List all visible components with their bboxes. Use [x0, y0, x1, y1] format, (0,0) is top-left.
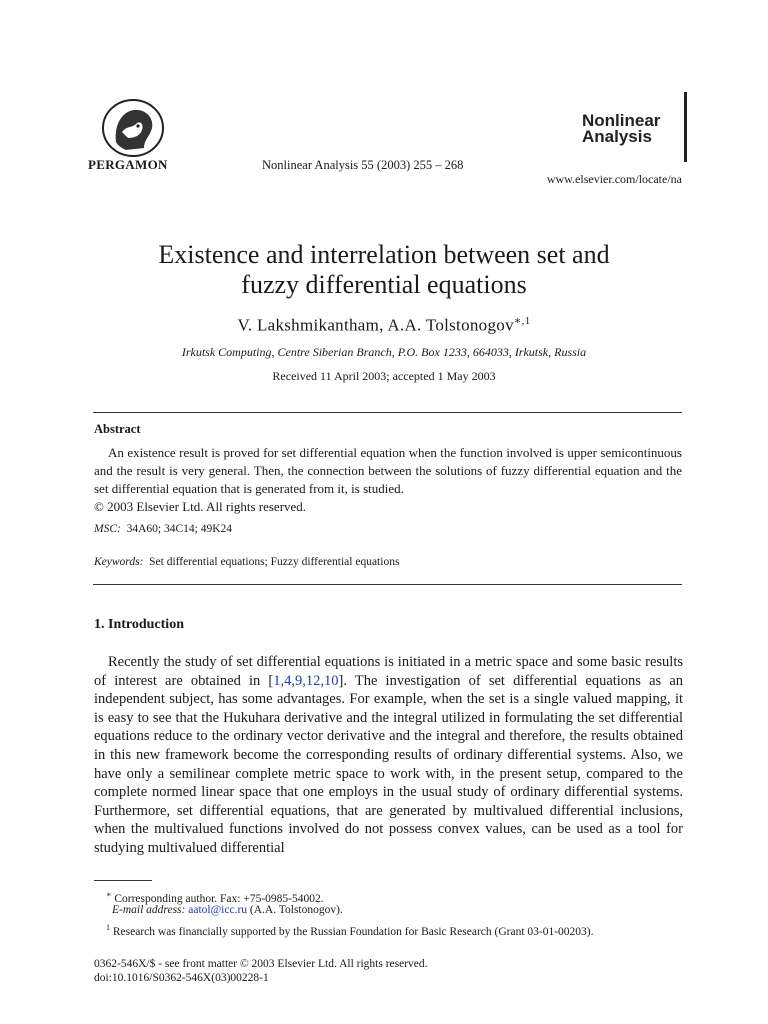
- footnote-mark-star: ∗: [106, 890, 112, 899]
- author-names: V. Lakshmikantham, A.A. Tolstonogov: [237, 315, 514, 335]
- authors: [80, 314, 688, 336]
- top-divider: [93, 412, 682, 413]
- title-line-2: fuzzy differential equations: [241, 270, 527, 299]
- received-dates: Received 11 April 2003; accepted 1 May 2003: [272, 369, 496, 383]
- intro-paragraph: [94, 653, 683, 858]
- publisher-name: PERGAMON: [88, 157, 168, 172]
- citation-bracket-close: ]: [338, 672, 344, 689]
- footnote-mark-one: 1: [106, 923, 110, 932]
- intro-text-rest: . The investigation of set differential equations as an independent subject, has some advantages. For example, when the set is a single valued mapping, it is easy to see that the Hukuhara derivative and the integral utilized in formulating the set differential equations reduce to the ordinary vector derivative and the integral and therefore, the results obtained in this new framework become the corresponding results of ordinary differential systems. Also, we have only a semilinear complete metric space to work with, in the present setup, compared to the complete normed linear space that one employs in the usual study of ordinary differential systems. Furthermore, set differential equations, that are generated by multivalued differential inclusions, when the multivalued functions involved do not possess convex values, can be used as a tool for studying multivalued differential: [94, 672, 684, 856]
- email-label: E-mail address:: [112, 904, 186, 916]
- abstract-text: [94, 444, 682, 516]
- abstract-heading: Abstract: [94, 422, 141, 436]
- footnote-email: [112, 902, 343, 919]
- journal-logo-line2: Analysis: [582, 127, 652, 146]
- journal-logo-line1: Nonlinear: [582, 111, 661, 130]
- email-name: (A.A. Tolstonogov).: [249, 904, 343, 916]
- keywords-label: Keywords:: [94, 556, 144, 568]
- affiliation: Irkutsk Computing, Centre Siberian Branch, P.O. Box 1233, 664033, Irkutsk, Russia: [181, 345, 587, 359]
- msc-value: 34A60; 34C14; 49K24: [126, 523, 233, 535]
- bottom-divider: [93, 584, 682, 585]
- citation-link[interactable]: 1,4,9,12,10: [273, 672, 339, 689]
- journal-citation: Nonlinear Analysis 55 (2003) 255 – 268: [262, 158, 464, 172]
- doi: doi:10.1016/S0362-546X(03)00228-1: [94, 972, 269, 984]
- citation-bracket-open: [: [268, 672, 274, 689]
- intro-text-start: Recently the study of set differential equations is initiated in a metric space and some basic results of interest are obtained in: [94, 654, 683, 689]
- abstract-copyright: © 2003 Elsevier Ltd. All rights reserved.: [94, 499, 307, 514]
- author-marks: ∗,1: [513, 315, 531, 327]
- front-matter: 0362-546X/$ - see front matter © 2003 Elsevier Ltd. All rights reserved.: [94, 958, 428, 970]
- msc-label: MSC:: [94, 523, 121, 535]
- footnote-funding-text: Research was financially supported by the Russian Foundation for Basic Research (Grant 03-01-00203).: [112, 925, 594, 938]
- email-link[interactable]: aatol@icc.ru: [188, 904, 248, 916]
- publisher-logo-icon: [98, 98, 168, 158]
- title-line-1: Existence and interrelation between set and: [158, 240, 610, 269]
- section-heading: 1. Introduction: [94, 617, 184, 632]
- keywords-value: Set differential equations; Fuzzy differential equations: [149, 556, 400, 568]
- journal-url: www.elsevier.com/locate/na: [546, 172, 682, 186]
- footnote-corresponding-text: Corresponding author. Fax: +75-0985-54002.: [114, 892, 324, 905]
- abstract-body: An existence result is proved for set differential equation when the function involved is upper semicontinuous and the result is very general. Then, the connection between the solutions of fuzzy differential equation and the set differential equation that is generated from it, is studied.: [94, 445, 682, 496]
- journal-logo: [582, 113, 660, 145]
- footnote-funding: [106, 919, 594, 941]
- paper-title: [80, 240, 688, 300]
- footnote-rule: [94, 880, 152, 881]
- keywords: [94, 556, 399, 568]
- journal-logo-bar: [684, 92, 687, 162]
- msc-codes: [94, 523, 232, 535]
